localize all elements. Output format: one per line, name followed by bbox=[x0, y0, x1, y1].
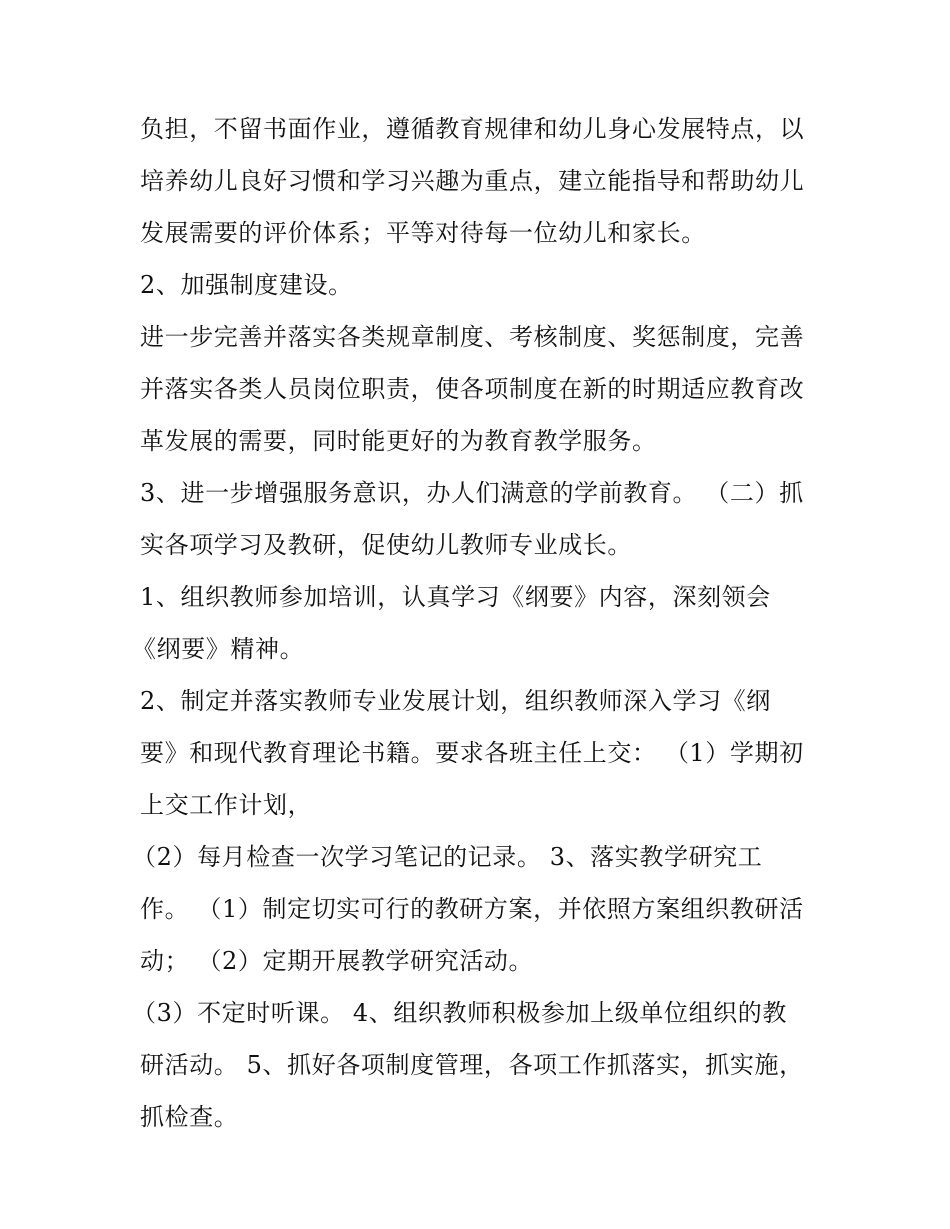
text-line: （3）不定时听课。 4、组织教师积极参加上级单位组织的教 bbox=[132, 999, 787, 1027]
text-line: 抓检查。 bbox=[140, 1103, 239, 1131]
text-line: 研活动。 5、抓好各项制度管理，各项工作抓落实，抓实施， bbox=[140, 1051, 804, 1079]
text-line: 发展需要的评价体系；平等对待每一位幼儿和家长。 bbox=[140, 219, 706, 247]
text-line: 动； （2）定期开展教学研究活动。 bbox=[140, 947, 534, 975]
text-line: 作。 （1）制定切实可行的教研方案，并依照方案组织教研活 bbox=[140, 895, 804, 923]
text-line: 上交工作计划， bbox=[140, 791, 313, 819]
text-line: （2）每月检查一次学习笔记的记录。 3、落实教学研究工 bbox=[132, 843, 763, 871]
text-line: 要》和现代教育理论书籍。要求各班主任上交： （1）学期初 bbox=[140, 739, 804, 767]
text-line: 2、加强制度建设。 bbox=[140, 271, 353, 299]
text-line: 并落实各类人员岗位职责，使各项制度在新的时期适应教育改 bbox=[140, 375, 805, 403]
text-line: 负担，不留书面作业，遵循教育规律和幼儿身心发展特点，以 bbox=[140, 115, 805, 143]
text-line: 革发展的需要，同时能更好的为教育教学服务。 bbox=[140, 427, 657, 455]
text-line: 2、制定并落实教师专业发展计划，组织教师深入学习《纲 bbox=[140, 687, 771, 715]
text-line: 3、进一步增强服务意识，办人们满意的学前教育。 （二）抓 bbox=[140, 479, 804, 507]
text-line: 进一步完善并落实各类规章制度、考核制度、奖惩制度，完善 bbox=[140, 323, 805, 351]
document-body bbox=[132, 103, 820, 1143]
text-line: 《纲要》精神。 bbox=[132, 635, 305, 663]
text-line: 1、组织教师参加培训，认真学习《纲要》内容，深刻领会 bbox=[140, 583, 771, 611]
text-line: 实各项学习及教研，促使幼儿教师专业成长。 bbox=[140, 531, 632, 559]
text-line: 培养幼儿良好习惯和学习兴趣为重点，建立能指导和帮助幼儿 bbox=[140, 167, 805, 195]
